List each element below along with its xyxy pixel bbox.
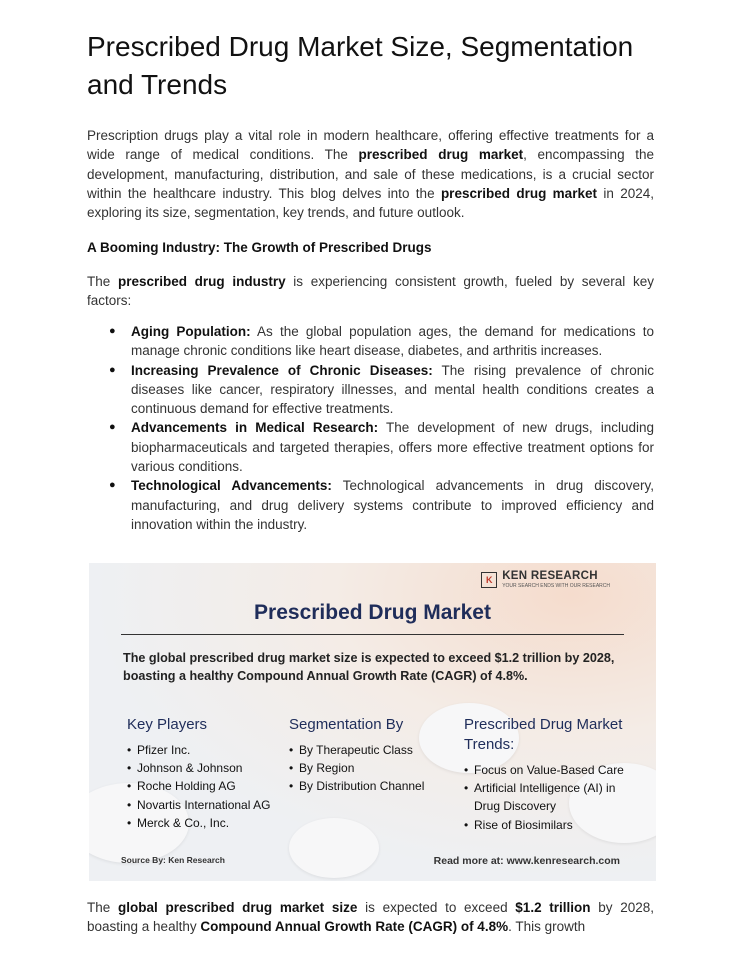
- list-item: • Rise of Biosimilars: [464, 816, 624, 834]
- section-heading: A Booming Industry: The Growth of Prescribed Drugs: [87, 240, 432, 255]
- intro-bold-2: prescribed drug market: [440, 185, 597, 201]
- trends-column: [464, 715, 624, 834]
- source-note: Source By: Ken Research: [121, 855, 225, 865]
- logo-name: KEN RESEARCH: [502, 570, 598, 582]
- list-item: • Pfizer Inc.: [127, 741, 270, 759]
- list-item-bold: Increasing Prevalence of Chronic Diseases:: [131, 362, 433, 378]
- divider: [121, 634, 624, 635]
- closing-text-3: by 2028, boasting a healthy: [87, 900, 654, 935]
- closing-bold-1: global prescribed drug market size: [117, 900, 358, 915]
- list-item: [87, 322, 654, 361]
- page-title: Prescribed Drug Market Size, Segmentation and Trends: [87, 31, 634, 100]
- pill-decoration: [289, 818, 379, 878]
- bullet-icon: ●: [109, 363, 116, 376]
- list-item: [87, 418, 654, 476]
- list-item-text: Technological advancements in drug discovery, manufacturing, and drug delivery systems contribute to improved efficiency and innovation within the industry.: [131, 478, 654, 532]
- list-item: [87, 361, 654, 419]
- list-item-text: The rising prevalence of chronic diseases like cancer, respiratory illnesses, and mental health conditions creates a continuous demand for effective treatments.: [131, 362, 655, 417]
- infographic-lead: The global prescribed drug market size is expected to exceed $1.2 trillion by 2028, boasting a healthy Compound Annual Growth Rate (CAGR) of 4.8%.: [123, 651, 615, 683]
- logo-mark-icon: K: [481, 572, 497, 588]
- intro-text-3: in 2024, exploring its size, segmentation, key trends, and future outlook.: [87, 185, 654, 221]
- intro-paragraph: [87, 126, 654, 222]
- list-item-bold: Advancements in Medical Research:: [131, 420, 379, 436]
- intro-bold-1: prescribed drug market: [358, 147, 524, 163]
- list-item: • By Therapeutic Class: [289, 741, 424, 759]
- bullet-icon: ●: [109, 325, 116, 337]
- list-item-bold: Technological Advancements:: [131, 478, 332, 494]
- list-item-text: As the global population ages, the demand for medications to manage chronic conditions like heart disease, diabetes, and arthritis increases.: [131, 324, 654, 359]
- column-heading: Segmentation By: [289, 716, 404, 733]
- closing-paragraph: [87, 898, 654, 937]
- closing-text-2: is expected to exceed: [357, 900, 516, 915]
- factors-list: [87, 322, 654, 534]
- growth-text-1: The: [87, 274, 118, 289]
- market-infographic: [89, 563, 656, 881]
- list-item: • Roche Holding AG: [127, 777, 270, 795]
- growth-text-2: is experiencing consistent growth, fueled by several key factors:: [87, 274, 655, 309]
- intro-text-1: Prescription drugs play a vital role in modern healthcare, offering effective treatments for a wide range of medical conditions. The: [87, 128, 654, 163]
- column-heading: Key Players: [127, 716, 208, 733]
- bullet-icon: ●: [109, 479, 116, 492]
- ken-research-logo: [481, 570, 610, 590]
- list-item: • Merck & Co., Inc.: [127, 814, 270, 832]
- growth-bold-1: prescribed drug industry: [117, 274, 286, 289]
- list-item: • Artificial Intelligence (AI) in Drug Discovery: [464, 779, 624, 815]
- bullet-icon: ●: [109, 421, 116, 434]
- list-item: • Focus on Value-Based Care: [464, 761, 624, 779]
- growth-paragraph: [87, 272, 654, 311]
- list-item: • Johnson & Johnson: [127, 759, 270, 777]
- intro-text-2: , encompassing the development, manufacturing, distribution, and sale of these medications, is a crucial sector within the healthcare industry. This blog delves into the: [87, 147, 654, 201]
- column-heading: Prescribed Drug Market Trends:: [464, 716, 623, 753]
- logo-tagline: YOUR SEARCH ENDS WITH OUR RESEARCH: [502, 583, 610, 589]
- list-item-bold: Aging Population:: [131, 324, 251, 339]
- closing-text-4: . This growth: [508, 919, 586, 935]
- list-item: [87, 476, 654, 534]
- list-item: • By Region: [289, 759, 424, 777]
- list-item: • By Distribution Channel: [289, 777, 424, 795]
- closing-text-1: The: [87, 900, 118, 915]
- list-item-text: The development of new drugs, including biopharmaceuticals and targeted therapies, offers more effective treatment options for various conditions.: [131, 420, 654, 475]
- key-players-column: [127, 715, 270, 832]
- infographic-title: Prescribed Drug Market: [254, 601, 491, 624]
- closing-bold-3: Compound Annual Growth Rate (CAGR) of 4.8%: [200, 919, 509, 935]
- segmentation-column: [289, 715, 424, 796]
- list-item: • Novartis International AG: [127, 796, 270, 814]
- read-more-link[interactable]: Read more at: www.kenresearch.com: [433, 855, 620, 867]
- closing-bold-2: $1.2 trillion: [515, 900, 591, 915]
